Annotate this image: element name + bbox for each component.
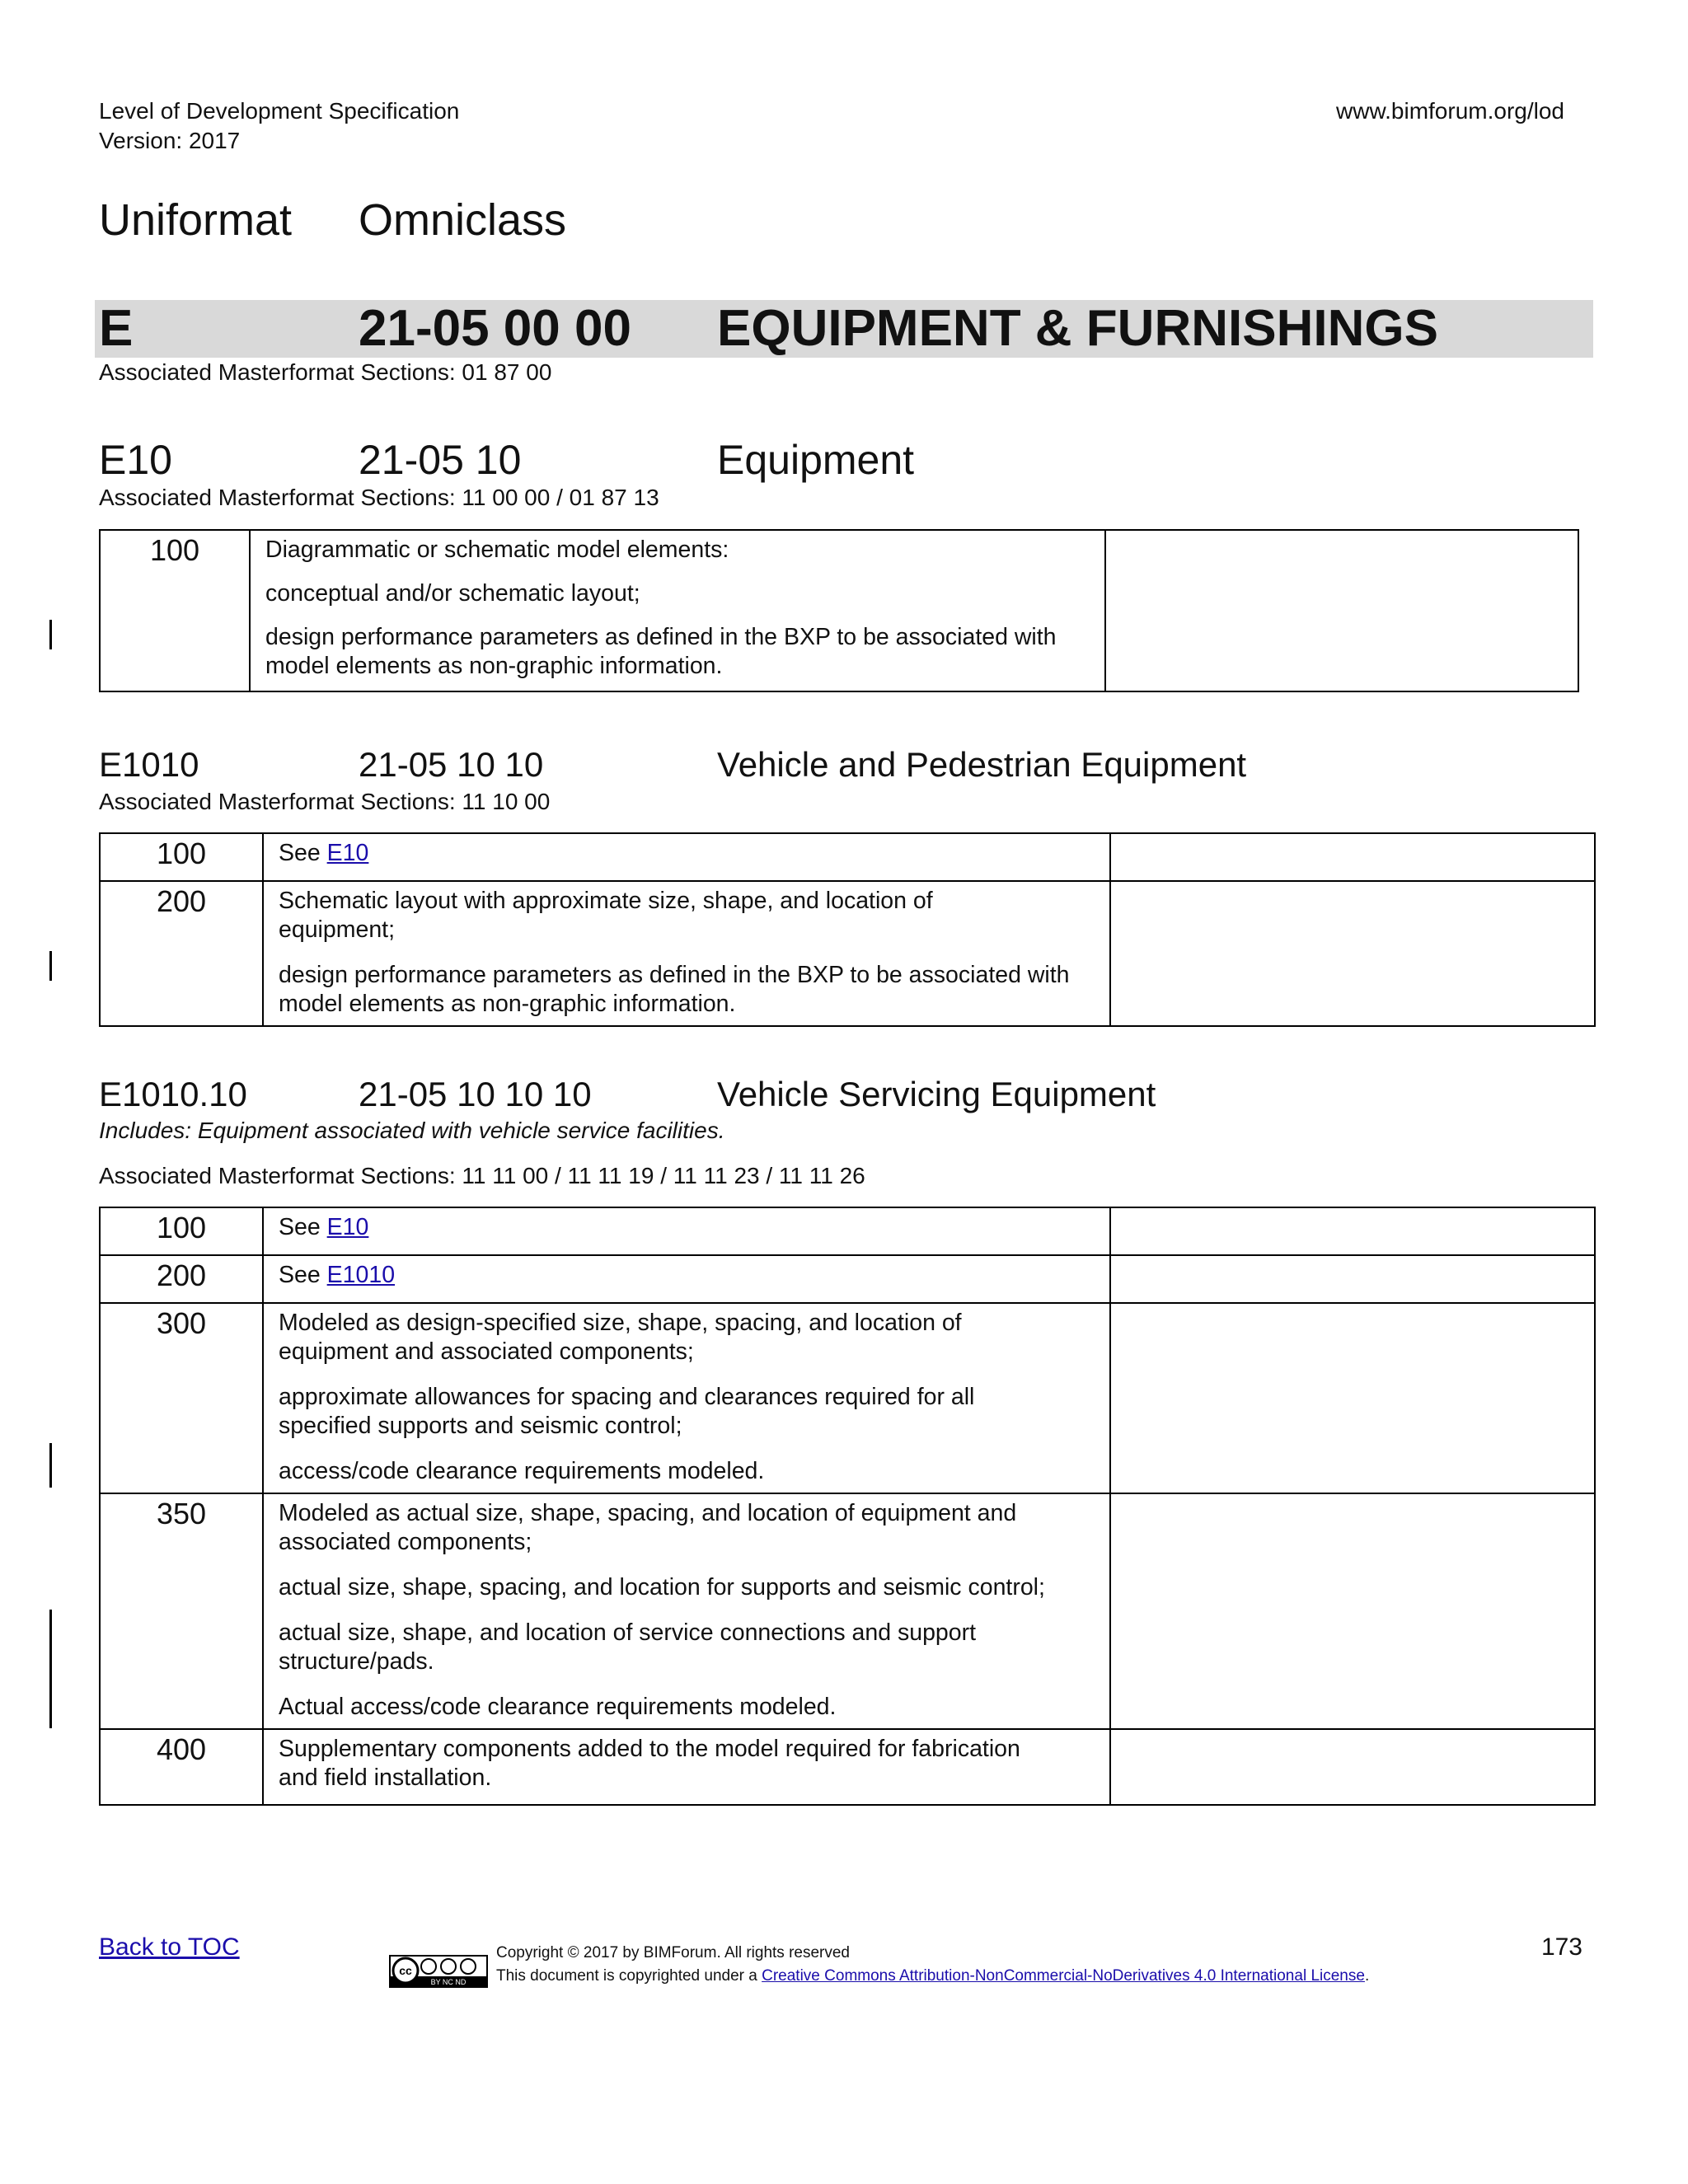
license-text <box>496 1965 1369 1987</box>
table-row <box>100 530 1578 691</box>
section-e1010-title: Vehicle and Pedestrian Equipment <box>717 745 1247 784</box>
see-prefix: See <box>279 1214 327 1240</box>
description-line: Diagrammatic or schematic model elements: <box>265 537 729 563</box>
table-row <box>100 833 1595 881</box>
change-bar <box>49 951 52 981</box>
omniclass-heading: Omniclass <box>359 195 567 245</box>
lod-table-e1010 <box>99 832 1596 1027</box>
section-e1010-assoc: Associated Masterformat Sections: 11 10 00 <box>99 789 551 814</box>
lod-description <box>250 530 1105 691</box>
license-suffix: . <box>1364 1967 1370 1985</box>
main-section-title: EQUIPMENT & FURNISHINGS <box>717 300 1438 357</box>
description-line: approximate allowances for spacing and clearances required for all specified supports and seismic control; <box>279 1384 975 1439</box>
header-url: www.bimforum.org/lod <box>1336 98 1564 124</box>
uniformat-heading: Uniformat <box>99 195 293 245</box>
description-line: actual size, shape, and location of service connections and support structure/pads. <box>279 1619 977 1675</box>
lod-level: 400 <box>100 1729 263 1805</box>
link-e10[interactable]: E10 <box>326 1214 369 1240</box>
license-prefix: This document is copyrighted under a <box>496 1967 762 1985</box>
section-e10-assoc: Associated Masterformat Sections: 11 00 00 / 01 87 13 <box>99 485 659 510</box>
section-e101010-title: Vehicle Servicing Equipment <box>717 1075 1156 1113</box>
table-row <box>100 1729 1595 1805</box>
section-e10-title: Equipment <box>717 437 915 483</box>
section-e101010-code: E1010.10 <box>99 1075 247 1113</box>
section-e1010-omniclass: 21-05 10 10 <box>359 745 544 784</box>
link-e1010[interactable]: E1010 <box>326 1262 396 1288</box>
lod-notes-cell <box>1110 1493 1595 1729</box>
description-line: Modeled as design-specified size, shape, spacing, and location of equipment and associated components; <box>279 1310 962 1365</box>
description-line: Modeled as actual size, shape, spacing, and location of equipment and associated components; <box>279 1500 1017 1555</box>
section-e101010-includes: Includes: Equipment associated with vehicle service facilities. <box>99 1118 725 1143</box>
lod-description <box>263 1255 1110 1303</box>
lod-level: 300 <box>100 1303 263 1493</box>
main-section-code: E <box>99 300 134 357</box>
creative-commons-badge-icon <box>389 1955 488 1988</box>
lod-level: 100 <box>100 1207 263 1255</box>
doc-title: Level of Development Specification <box>99 98 460 124</box>
table-row <box>100 881 1595 1026</box>
description-line: access/code clearance requirements modeled. <box>279 1458 765 1484</box>
lod-description <box>263 881 1110 1026</box>
description-line: Actual access/code clearance requirements modeled. <box>279 1694 837 1720</box>
back-to-toc-link[interactable]: Back to TOC <box>99 1933 240 1961</box>
main-section-assoc: Associated Masterformat Sections: 01 87 00 <box>99 359 552 385</box>
lod-level: 200 <box>100 1255 263 1303</box>
doc-version: Version: 2017 <box>99 128 241 153</box>
lod-description <box>263 833 1110 881</box>
lod-notes-cell <box>1110 833 1595 881</box>
description-line: design performance parameters as defined in the BXP to be associated with model elements as non-graphic information. <box>279 962 1070 1017</box>
cc-badge-graphic <box>391 1957 486 1986</box>
lod-level: 350 <box>100 1493 263 1729</box>
change-bar <box>49 1610 52 1728</box>
see-prefix: See <box>279 840 327 866</box>
lod-table-e101010 <box>99 1207 1596 1806</box>
lod-level: 200 <box>100 881 263 1026</box>
section-e101010-assoc: Associated Masterformat Sections: 11 11 00 / 11 11 19 / 11 11 23 / 11 11 26 <box>99 1163 865 1188</box>
change-bar <box>49 1443 52 1488</box>
section-e10-omniclass: 21-05 10 <box>359 437 522 483</box>
table-row <box>100 1303 1595 1493</box>
description-line: conceptual and/or schematic layout; <box>265 580 640 607</box>
copyright-text: Copyright © 2017 by BIMForum. All rights reserved <box>496 1944 851 1961</box>
lod-table-e10 <box>99 529 1579 692</box>
lod-description <box>263 1303 1110 1493</box>
page-number: 173 <box>1540 1933 1582 1961</box>
link-e10[interactable]: E10 <box>326 840 369 866</box>
table-row <box>100 1207 1595 1255</box>
table-row <box>100 1493 1595 1729</box>
description-line: design performance parameters as defined in the BXP to be associated with model elements as non-graphic information. <box>265 624 1057 679</box>
section-e101010-omniclass: 21-05 10 10 10 <box>359 1075 592 1113</box>
description-line: actual size, shape, spacing, and location for supports and seismic control; <box>279 1574 1045 1601</box>
lod-level: 100 <box>100 833 263 881</box>
lod-description <box>263 1207 1110 1255</box>
lod-notes-cell <box>1110 1729 1595 1805</box>
see-prefix: See <box>279 1262 327 1288</box>
lod-notes-cell <box>1105 530 1578 691</box>
lod-level: 100 <box>100 530 250 691</box>
section-e10-code: E10 <box>99 437 172 483</box>
table-row <box>100 1255 1595 1303</box>
svg-text:cc: cc <box>399 1964 412 1977</box>
cc-badge-label: BY NC ND <box>430 1978 467 1986</box>
license-link[interactable]: Creative Commons Attribution-NonCommercial-NoDerivatives 4.0 International License <box>762 1967 1365 1985</box>
section-e1010-code: E1010 <box>99 745 199 784</box>
description-line: Supplementary components added to the model required for fabrication and field installation. <box>279 1736 1020 1791</box>
lod-notes-cell <box>1110 1207 1595 1255</box>
lod-notes-cell <box>1110 1303 1595 1493</box>
lod-notes-cell <box>1110 1255 1595 1303</box>
main-section-omniclass: 21-05 00 00 <box>359 300 631 357</box>
description-line: Schematic layout with approximate size, shape, and location of equipment; <box>279 888 933 943</box>
lod-notes-cell <box>1110 881 1595 1026</box>
lod-description <box>263 1729 1110 1805</box>
change-bar <box>49 620 52 649</box>
lod-description <box>263 1493 1110 1729</box>
